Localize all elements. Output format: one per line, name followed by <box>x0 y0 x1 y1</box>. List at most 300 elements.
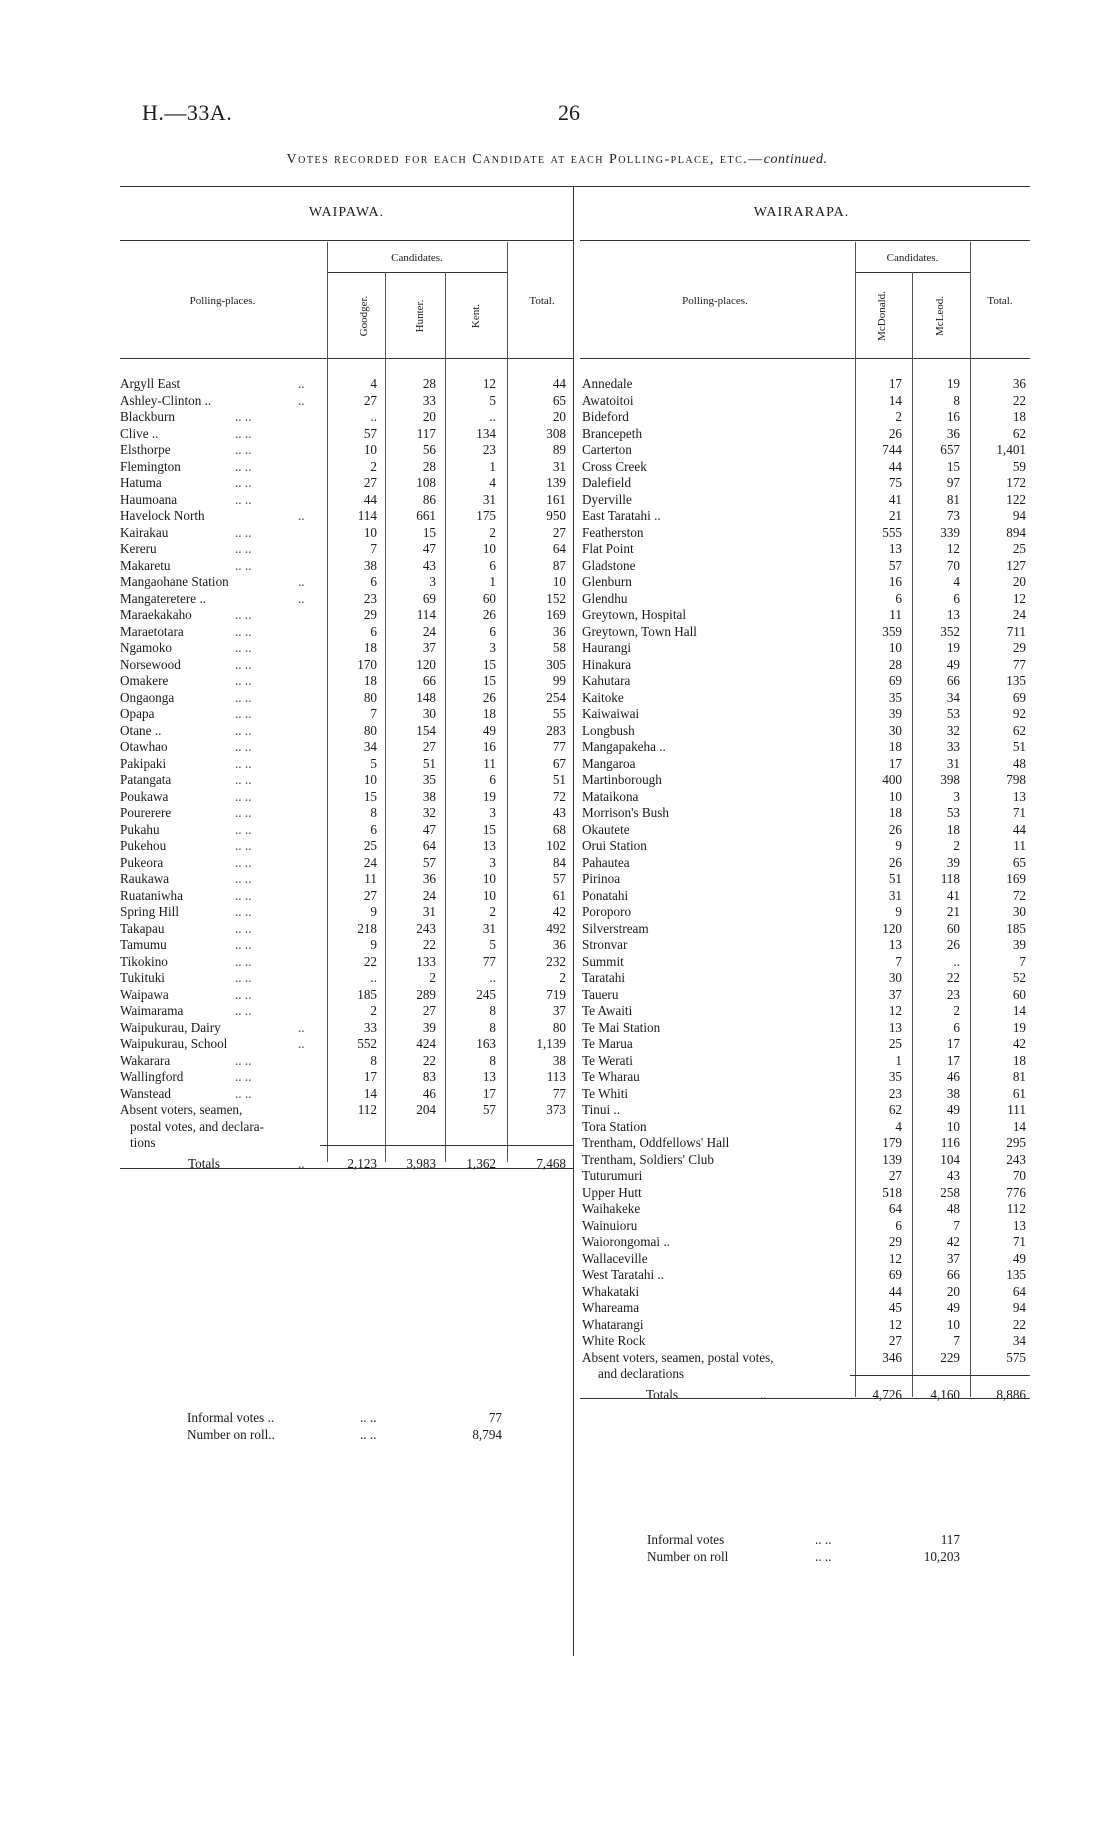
waipawa-row-name: Norsewood <box>120 656 181 672</box>
wairarapa-cell: 30 <box>1012 904 1026 919</box>
waipawa-cell: 9 <box>370 937 377 952</box>
wairarapa-row-name: Silverstream <box>582 920 649 936</box>
wairarapa-cell: 94 <box>1012 508 1026 523</box>
wairarapa-cell: 10 <box>888 640 902 655</box>
waipawa-row-name: Kairakau <box>120 524 169 540</box>
waipawa-cell: 26 <box>482 607 496 622</box>
waipawa-row-dots: .. .. <box>235 937 252 952</box>
waipawa-cell: 6 <box>370 623 377 639</box>
wairarapa-cell: 30 <box>888 970 902 985</box>
wairarapa-row-name: Ponatahi <box>582 887 629 903</box>
wairarapa-cell: 744 <box>882 442 902 457</box>
wairarapa-cell: 62 <box>888 1102 902 1117</box>
waipawa-cell: 65 <box>552 392 566 408</box>
waipawa-row-dots: .. .. <box>235 953 252 969</box>
wairarapa-cell: 398 <box>940 772 960 787</box>
wairarapa-cell: 61 <box>1012 1085 1026 1101</box>
waipawa-cell: 6 <box>370 821 377 837</box>
wairarapa-row-name: Glenburn <box>582 574 632 589</box>
wairarapa-cell: 64 <box>888 1201 902 1216</box>
wairarapa-row-name: Annedale <box>582 376 633 391</box>
wairarapa-cell: 12 <box>888 1250 902 1266</box>
waipawa-row-dots: .. .. <box>235 524 252 540</box>
waipawa-cell: 719 <box>546 986 566 1002</box>
wairarapa-cell: 33 <box>946 739 960 754</box>
wairarapa-row-name: Martinborough <box>582 772 662 787</box>
waipawa-cell: 56 <box>422 442 436 457</box>
wairarapa-row-name: Te Werati <box>582 1052 633 1068</box>
wairarapa-cell: 295 <box>1006 1135 1026 1150</box>
waipawa-cell: 2 <box>489 904 496 919</box>
wairarapa-cell: 69 <box>888 1267 902 1282</box>
waipawa-cell: 31 <box>552 458 566 474</box>
wairarapa-cell: 7 <box>953 1217 960 1233</box>
wairarapa-cell: 135 <box>1006 673 1026 688</box>
candidate-mcleod-label: McLeod. <box>934 296 946 337</box>
wairarapa-informal-dots: .. .. <box>815 1532 832 1547</box>
wairarapa-cell: 34 <box>946 689 960 705</box>
waipawa-cell: 51 <box>552 772 566 787</box>
waipawa-row-name: Pukehou <box>120 838 167 853</box>
waipawa-roll-value: 8,794 <box>472 1427 502 1442</box>
wairarapa-cell: 62 <box>1012 722 1026 738</box>
wairarapa-cell: 41 <box>888 491 902 507</box>
wairarapa-cell: 1,401 <box>996 442 1026 457</box>
wairarapa-cell: 94 <box>1012 1300 1026 1315</box>
waipawa-row-name: Pourerere <box>120 805 172 820</box>
wairarapa-cell: 18 <box>888 739 902 754</box>
waipawa-cell: 152 <box>546 590 566 606</box>
wairarapa-cell: 52 <box>1012 970 1026 985</box>
wairarapa-cell: 43 <box>946 1168 960 1183</box>
wairarapa-cell: 25 <box>888 1036 902 1051</box>
waipawa-row-dots: .. .. <box>235 623 252 639</box>
wairarapa-cell: 23 <box>888 1085 902 1101</box>
wairarapa-row-name: Mataikona <box>582 788 639 804</box>
waipawa-cell: 86 <box>422 491 436 507</box>
waipawa-row-dots: .. .. <box>235 557 252 573</box>
waipawa-cell: 133 <box>416 953 436 969</box>
wairarapa-cell: 179 <box>882 1135 902 1150</box>
waipawa-cell: 43 <box>422 557 436 573</box>
waipawa-cell: 113 <box>546 1069 566 1084</box>
wairarapa-cell: 9 <box>895 904 902 919</box>
wairarapa-cell: 49 <box>946 1102 960 1117</box>
waipawa-row-name: Waipukurau, Dairy <box>120 1019 221 1035</box>
wairarapa-cell: 6 <box>953 1019 960 1035</box>
waipawa-absent-cell: 112 <box>357 1102 377 1117</box>
wairarapa-cell: 111 <box>1007 1102 1026 1117</box>
waipawa-bottom-rule <box>120 1168 573 1169</box>
waipawa-cell: 11 <box>483 755 496 771</box>
wairarapa-cell: 75 <box>888 475 902 490</box>
wairarapa-cell: 60 <box>946 920 960 936</box>
wairarapa-cell: 258 <box>940 1184 960 1200</box>
wairarapa-cell: 12 <box>946 541 960 556</box>
wairarapa-row-name: Poroporo <box>582 904 632 919</box>
wairarapa-row-name: Wallaceville <box>582 1250 648 1266</box>
waipawa-cell: 31 <box>422 904 436 919</box>
waipawa-cell: 305 <box>546 656 566 672</box>
waipawa-absent-cell: 57 <box>482 1102 496 1117</box>
wairarapa-cell: 42 <box>1012 1036 1026 1051</box>
wairarapa-cell: 30 <box>888 722 902 738</box>
title-continued: continued. <box>763 152 828 167</box>
wairarapa-cell: 27 <box>888 1168 902 1183</box>
waipawa-absent-cell: 204 <box>416 1102 436 1117</box>
waipawa-cell: 42 <box>552 904 566 919</box>
wairarapa-cell: 120 <box>882 920 902 936</box>
waipawa-cell: 31 <box>482 920 496 936</box>
waipawa-row-name: Takapau <box>120 920 165 936</box>
wairarapa-cell: 798 <box>1006 772 1026 787</box>
waipawa-cell: 58 <box>552 640 566 655</box>
waipawa-cell: 17 <box>482 1085 496 1101</box>
wairarapa-cell: 22 <box>946 970 960 985</box>
wairarapa-cell: 32 <box>946 722 960 738</box>
wairarapa-cell: 72 <box>1012 887 1026 903</box>
waipawa-row-dots: .. .. <box>235 425 252 441</box>
waipawa-row-dots: .. .. <box>235 1003 252 1018</box>
wairarapa-cell: 26 <box>888 821 902 837</box>
wairarapa-cell: 12 <box>888 1003 902 1018</box>
wairarapa-cell: 53 <box>946 805 960 820</box>
wairarapa-cell: 46 <box>946 1069 960 1084</box>
waipawa-cell: 37 <box>422 640 436 655</box>
wairarapa-cell: 6 <box>953 590 960 606</box>
waipawa-row-dots: .. .. <box>235 871 252 886</box>
wairarapa-cell: 66 <box>946 1267 960 1282</box>
waipawa-row-name: Pakipaki <box>120 755 167 771</box>
waipawa-row-name: Blackburn <box>120 409 175 424</box>
waipawa-polling-places-label: Polling-places. <box>189 295 256 307</box>
wairarapa-cell: 42 <box>946 1234 960 1249</box>
wairarapa-cell: 19 <box>1012 1019 1026 1035</box>
waipawa-cell: 10 <box>482 871 496 886</box>
waipawa-row-name: Omakere <box>120 673 169 688</box>
waipawa-cell: 47 <box>422 541 436 556</box>
waipawa-total-cell: 2,123 <box>347 1155 377 1171</box>
waipawa-totals-label: Totals <box>188 1155 221 1171</box>
waipawa-cell: 8 <box>489 1052 496 1068</box>
waipawa-absent-line3: tions <box>130 1135 156 1150</box>
wairarapa-cell: 97 <box>946 475 960 490</box>
waipawa-cell: 27 <box>552 524 566 540</box>
wairarapa-row-name: Tora Station <box>582 1118 647 1134</box>
waipawa-row-dots: .. .. <box>235 838 252 853</box>
wairarapa-cell: 20 <box>946 1283 960 1299</box>
wairarapa-row-name: Cross Creek <box>582 458 647 474</box>
wairarapa-cell: 25 <box>1012 541 1026 556</box>
wairarapa-cell: 37 <box>946 1250 960 1266</box>
waipawa-cell: 28 <box>422 376 436 391</box>
wairarapa-cell: 16 <box>888 574 902 589</box>
waipawa-row-name: Opapa <box>120 706 155 721</box>
wairarapa-cell: 23 <box>946 986 960 1002</box>
waipawa-total-cell: 7,468 <box>536 1155 566 1171</box>
page-number: 26 <box>558 100 580 125</box>
waipawa-cell: 99 <box>552 673 566 688</box>
wairarapa-cell: 13 <box>1012 788 1026 804</box>
waipawa-informal-label: Informal votes .. <box>187 1410 275 1425</box>
waipawa-row-dots: .. .. <box>235 1085 252 1101</box>
waipawa-row-name: Elsthorpe <box>120 442 171 457</box>
waipawa-row-dots: .. .. <box>235 788 252 804</box>
waipawa-cell: 44 <box>363 491 377 507</box>
wairarapa-cell: 62 <box>1012 425 1026 441</box>
wairarapa-cell: 35 <box>888 689 902 705</box>
waipawa-cell: 23 <box>363 590 377 606</box>
waipawa-cell: 139 <box>546 475 566 490</box>
title-main: Votes recorded for each Candidate at each Polling-place, etc.— <box>286 152 764 167</box>
wairarapa-cell: 24 <box>1012 607 1026 622</box>
waipawa-cell: 245 <box>476 986 496 1002</box>
waipawa-row-dots: .. <box>298 392 305 408</box>
waipawa-cell: 15 <box>482 656 496 672</box>
waipawa-cell: 4 <box>489 475 496 490</box>
wairarapa-total-cell: 4,160 <box>930 1386 960 1402</box>
wairarapa-cell: 12 <box>1012 590 1026 606</box>
wairarapa-cell: 45 <box>888 1300 902 1315</box>
wairarapa-row-name: Greytown, Hospital <box>582 607 687 622</box>
wairarapa-cell: 185 <box>1006 920 1026 936</box>
waipawa-row-dots: .. .. <box>235 920 252 936</box>
wairarapa-cell: 69 <box>1012 689 1026 705</box>
waipawa-cell: 36 <box>552 937 566 952</box>
wairarapa-cell: 69 <box>888 673 902 688</box>
waipawa-row-name: Waipukurau, School <box>120 1036 228 1051</box>
wairarapa-absent-cell: 229 <box>940 1349 960 1365</box>
waipawa-cell: 148 <box>416 689 436 705</box>
waipawa-row-dots: .. .. <box>235 409 252 424</box>
wairarapa-row-name: Mangapakeha .. <box>582 739 666 754</box>
waipawa-cell: 11 <box>364 871 377 886</box>
wairarapa-cell: 21 <box>946 904 960 919</box>
waipawa-absent-line2: postal votes, and declara- <box>130 1118 265 1134</box>
waipawa-cell: 22 <box>422 1052 436 1068</box>
wairarapa-row-name: Kahutara <box>582 673 631 688</box>
waipawa-row-dots: .. .. <box>235 805 252 820</box>
waipawa-cell: 84 <box>552 854 566 870</box>
wairarapa-cell: 135 <box>1006 1267 1026 1282</box>
wairarapa-cell: 81 <box>1012 1069 1026 1084</box>
wairarapa-absent-cell: 346 <box>882 1349 902 1365</box>
waipawa-cell: 10 <box>363 524 377 540</box>
waipawa-total-cell: 3,983 <box>406 1155 436 1171</box>
waipawa-section-title: WAIPAWA. <box>308 205 385 220</box>
waipawa-informal-dots: .. .. <box>360 1410 377 1425</box>
waipawa-cell: 17 <box>363 1069 377 1084</box>
waipawa-cell: 30 <box>422 706 436 721</box>
waipawa-row-dots: .. .. <box>235 541 252 556</box>
waipawa-row-dots: .. .. <box>235 491 252 507</box>
waipawa-row-name: Makaretu <box>120 557 171 573</box>
waipawa-cell: 289 <box>416 986 436 1002</box>
waipawa-cell: .. <box>489 409 496 424</box>
waipawa-subheader-rule <box>120 358 573 359</box>
wairarapa-section-title: WAIRARAPA. <box>753 205 850 220</box>
waipawa-row-dots: .. .. <box>235 722 252 738</box>
wairarapa-cell: 243 <box>1006 1151 1026 1167</box>
waipawa-cell: 8 <box>489 1019 496 1035</box>
wairarapa-cell: 44 <box>1012 821 1026 837</box>
waipawa-cell: 27 <box>363 475 377 490</box>
wairarapa-cell: 26 <box>888 854 902 870</box>
wairarapa-cell: 73 <box>946 508 960 523</box>
waipawa-row-dots: .. .. <box>235 475 252 490</box>
waipawa-header-rule <box>120 240 573 241</box>
waipawa-cell: 80 <box>363 689 377 705</box>
wairarapa-candidates-label: Candidates. <box>886 252 939 264</box>
waipawa-row-name: Raukawa <box>120 871 170 886</box>
wairarapa-cell: 39 <box>946 854 960 870</box>
wairarapa-cell: 39 <box>1012 937 1026 952</box>
waipawa-row-name: Tikokino <box>120 953 168 969</box>
wairarapa-cell: 48 <box>1012 755 1026 771</box>
waipawa-row-name: Hatuma <box>120 475 162 490</box>
wairarapa-cell: 51 <box>1012 739 1026 754</box>
wairarapa-cell: 8 <box>953 392 960 408</box>
waipawa-cell: 18 <box>482 706 496 721</box>
wairarapa-cell: 44 <box>888 1283 902 1299</box>
waipawa-cell: 49 <box>482 722 496 738</box>
wairarapa-cell: 1 <box>895 1052 902 1068</box>
wairarapa-cell: 77 <box>1012 656 1026 672</box>
wairarapa-cell: 169 <box>1006 871 1026 886</box>
waipawa-row-dots: .. .. <box>235 640 252 655</box>
waipawa-totals-dots: .. <box>298 1155 305 1171</box>
waipawa-cell: 161 <box>546 491 566 507</box>
waipawa-cell: 10 <box>552 574 566 589</box>
waipawa-candidates-label: Candidates. <box>391 252 443 264</box>
waipawa-row-name: Maraetotara <box>120 623 184 639</box>
waipawa-cell: 43 <box>552 805 566 820</box>
waipawa-row-name: Patangata <box>120 772 172 787</box>
waipawa-cell: 36 <box>422 871 436 886</box>
waipawa-candidates-rule <box>327 272 507 273</box>
wairarapa-cell: 31 <box>946 755 960 771</box>
waipawa-col-line-4 <box>507 242 508 1162</box>
waipawa-cell: 69 <box>422 590 436 606</box>
wairarapa-cell: 57 <box>888 557 902 573</box>
wairarapa-row-name: Okautete <box>582 821 630 837</box>
wairarapa-row-name: Upper Hutt <box>582 1184 642 1200</box>
waipawa-row-dots: .. .. <box>235 1052 252 1068</box>
wairarapa-cell: 116 <box>940 1135 960 1150</box>
wairarapa-cell: 26 <box>888 425 902 441</box>
wairarapa-cell: 22 <box>1012 392 1026 408</box>
waipawa-cell: 3 <box>489 854 496 870</box>
waipawa-cell: 15 <box>422 524 436 540</box>
waipawa-cell: 25 <box>363 838 377 853</box>
waipawa-cell: 6 <box>370 574 377 589</box>
wairarapa-cell: 26 <box>946 937 960 952</box>
waipawa-cell: 20 <box>552 409 566 424</box>
wairarapa-cell: 2 <box>895 409 902 424</box>
wairarapa-cell: 34 <box>1012 1333 1026 1348</box>
wairarapa-row-name: Glendhu <box>582 590 628 606</box>
waipawa-cell: 57 <box>422 854 436 870</box>
waipawa-cell: 8 <box>489 1003 496 1018</box>
candidate-goodger-label: Goodger. <box>358 295 370 337</box>
waipawa-cell: 44 <box>552 376 566 391</box>
waipawa-cell: 51 <box>422 755 436 771</box>
waipawa-cell: 1,139 <box>536 1036 566 1051</box>
wairarapa-roll-dots: .. .. <box>815 1549 832 1564</box>
waipawa-cell: 24 <box>422 887 436 903</box>
waipawa-cell: 2 <box>429 970 436 985</box>
waipawa-cell: 1 <box>489 574 496 589</box>
waipawa-cell: 7 <box>370 541 377 556</box>
waipawa-cell: 28 <box>422 458 436 474</box>
waipawa-cell: 5 <box>489 392 496 408</box>
waipawa-row-name: Poukawa <box>120 788 169 804</box>
wairarapa-row-name: Morrison's Bush <box>582 805 670 820</box>
waipawa-informal-value: 77 <box>488 1410 502 1425</box>
wairarapa-row-name: Stronvar <box>582 937 628 952</box>
waipawa-row-dots: .. .. <box>235 656 252 672</box>
waipawa-cell: 552 <box>357 1036 377 1051</box>
wairarapa-total-label: Total. <box>987 295 1013 307</box>
wairarapa-cell: 35 <box>888 1069 902 1084</box>
waipawa-row-name: Pukahu <box>120 821 160 837</box>
wairarapa-cell: 10 <box>946 1118 960 1134</box>
wairarapa-row-name: Tinui .. <box>582 1102 620 1117</box>
wairarapa-cell: 555 <box>882 524 902 540</box>
wairarapa-cell: 13 <box>888 541 902 556</box>
wairarapa-row-name: Awatoitoi <box>582 392 634 408</box>
waipawa-row-dots: .. .. <box>235 689 252 705</box>
waipawa-cell: 60 <box>482 590 496 606</box>
wairarapa-cell: 18 <box>1012 409 1026 424</box>
waipawa-cell: 23 <box>482 442 496 457</box>
wairarapa-polling-places-label: Polling-places. <box>682 295 748 307</box>
wairarapa-cell: .. <box>953 953 960 969</box>
wairarapa-cell: 65 <box>1012 854 1026 870</box>
wairarapa-cell: 172 <box>1006 475 1026 490</box>
waipawa-cell: 114 <box>416 607 436 622</box>
wairarapa-cell: 22 <box>1012 1316 1026 1332</box>
wairarapa-cell: 20 <box>1012 574 1026 589</box>
document-code: H.—33A. <box>142 100 233 125</box>
wairarapa-cell: 49 <box>1012 1250 1026 1266</box>
waipawa-cell: 89 <box>552 442 566 457</box>
waipawa-cell: 254 <box>546 689 566 705</box>
wairarapa-cell: 112 <box>1006 1201 1026 1216</box>
waipawa-row-dots: .. .. <box>235 904 252 919</box>
waipawa-cell: 27 <box>363 392 377 408</box>
waipawa-cell: 57 <box>363 425 377 441</box>
wairarapa-row-name: Waihakeke <box>582 1201 641 1216</box>
waipawa-row-dots: .. .. <box>235 442 252 457</box>
wairarapa-cell: 70 <box>1012 1168 1026 1183</box>
waipawa-row-name: Otawhao <box>120 739 168 754</box>
waipawa-row-dots: .. .. <box>235 755 252 771</box>
wairarapa-row-name: Pirinoa <box>582 871 621 886</box>
waipawa-cell: 34 <box>363 739 377 754</box>
waipawa-row-name: Ongaonga <box>120 689 175 705</box>
waipawa-cell: 27 <box>422 739 436 754</box>
waipawa-cell: 80 <box>363 722 377 738</box>
waipawa-cell: 492 <box>546 920 566 936</box>
waipawa-cell: 18 <box>363 673 377 688</box>
waipawa-row-name: Ashley-Clinton .. <box>120 392 212 408</box>
wairarapa-cell: 71 <box>1012 1234 1026 1249</box>
wairarapa-cell: 6 <box>895 590 902 606</box>
waipawa-roll-dots: .. .. <box>360 1427 377 1442</box>
wairarapa-cell: 2 <box>953 838 960 853</box>
wairarapa-bottom-rule <box>580 1398 1030 1399</box>
